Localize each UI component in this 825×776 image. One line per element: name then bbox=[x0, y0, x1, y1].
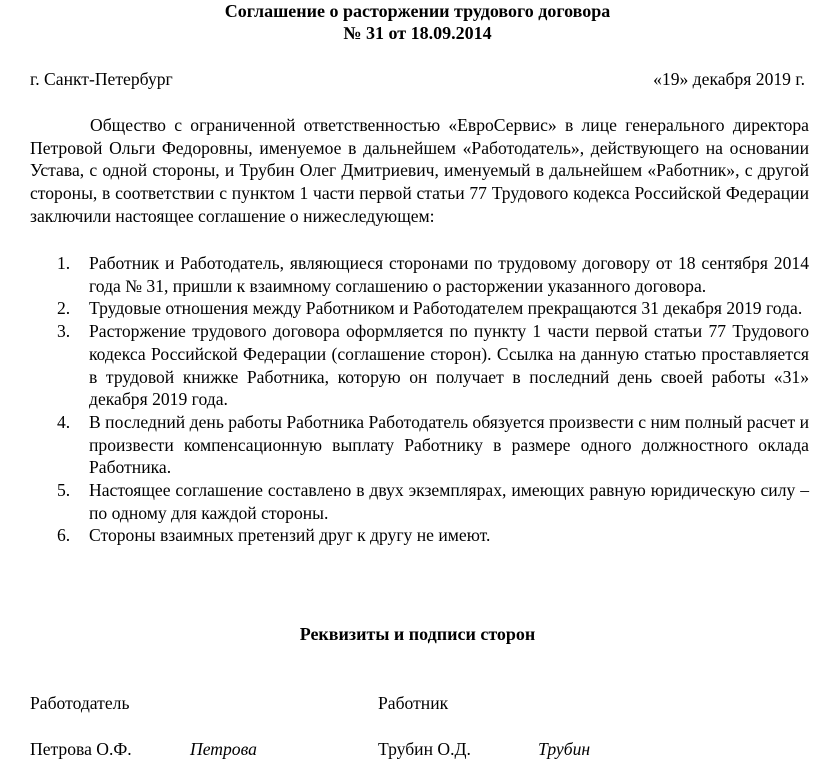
list-item-number: 1. bbox=[57, 253, 71, 273]
worker-signature: Трубин bbox=[538, 739, 591, 759]
document-date: «19» декабря 2019 г. bbox=[653, 69, 805, 89]
requisites-heading: Реквизиты и подписи сторон bbox=[299, 624, 536, 644]
employer-label: Работодатель bbox=[30, 693, 130, 713]
document-title: Соглашение о расторжении трудового договора bbox=[224, 1, 611, 21]
list-item-text: Расторжение трудового договора оформляется по пункту 1 части первой статьи 77 Трудового кодекса Российской Федерации (соглашение сторон). Ссылка на данную статью проставляется в трудовой книжке Работника, которую он получает в последний день своей работы «31» декабря 2019 года. bbox=[89, 321, 809, 410]
employer-name: Петрова О.Ф. bbox=[30, 739, 132, 759]
list-item-number: 4. bbox=[57, 411, 71, 432]
list-item-number: 3. bbox=[57, 321, 71, 342]
terms-list bbox=[30, 252, 809, 547]
document-city: г. Санкт-Петербург bbox=[30, 69, 173, 89]
list-item bbox=[30, 320, 809, 411]
list-item bbox=[30, 411, 809, 479]
list-item-number: 2. bbox=[57, 298, 71, 319]
list-item bbox=[30, 297, 809, 320]
list-item bbox=[30, 524, 809, 547]
list-item-number: 5. bbox=[57, 480, 71, 501]
list-item-text: Настоящее соглашение составлено в двух экземплярах, имеющих равную юридическую силу – по одному для каждой стороны. bbox=[89, 480, 809, 523]
list-item bbox=[30, 479, 809, 524]
document-number: № 31 от 18.09.2014 bbox=[343, 23, 492, 43]
worker-name: Трубин О.Д. bbox=[378, 739, 471, 759]
list-item-number: 6. bbox=[57, 525, 71, 546]
list-item-text: Трудовые отношения между Работником и Работодателем прекращаются 31 декабря 2019 года. bbox=[89, 298, 803, 319]
list-item-text: В последний день работы Работника Работодатель обязуется произвести с ним полный расчет и произвести компенсационную выплату Работнику в размере одного должностного оклада Работника. bbox=[89, 411, 809, 478]
worker-label: Работник bbox=[378, 693, 449, 713]
employer-signature: Петрова bbox=[190, 739, 257, 759]
list-item bbox=[30, 252, 809, 297]
intro-paragraph: Общество с ограниченной ответственностью «ЕвроСервис» в лице генерального директора Петровой Ольги Федоровны, именуемое в дальнейшем «Работодатель», действующего на основании Устава, с одной стороны, и Трубин Олег Дмитриевич, именуемый в дальнейшем «Работник», с другой стороны, в соответствии с пунктом 1 части первой статьи 77 Трудового кодекса Российской Федерации заключили настоящее соглашение о нижеследующем: bbox=[30, 115, 809, 226]
list-item-text: Стороны взаимных претензий друг к другу не имеют. bbox=[89, 525, 491, 546]
list-item-text: Работник и Работодатель, являющиеся сторонами по трудовому договору от 18 сентября 2014 года № 31, пришли к взаимному соглашению о расторжении указанного договора. bbox=[89, 253, 809, 296]
